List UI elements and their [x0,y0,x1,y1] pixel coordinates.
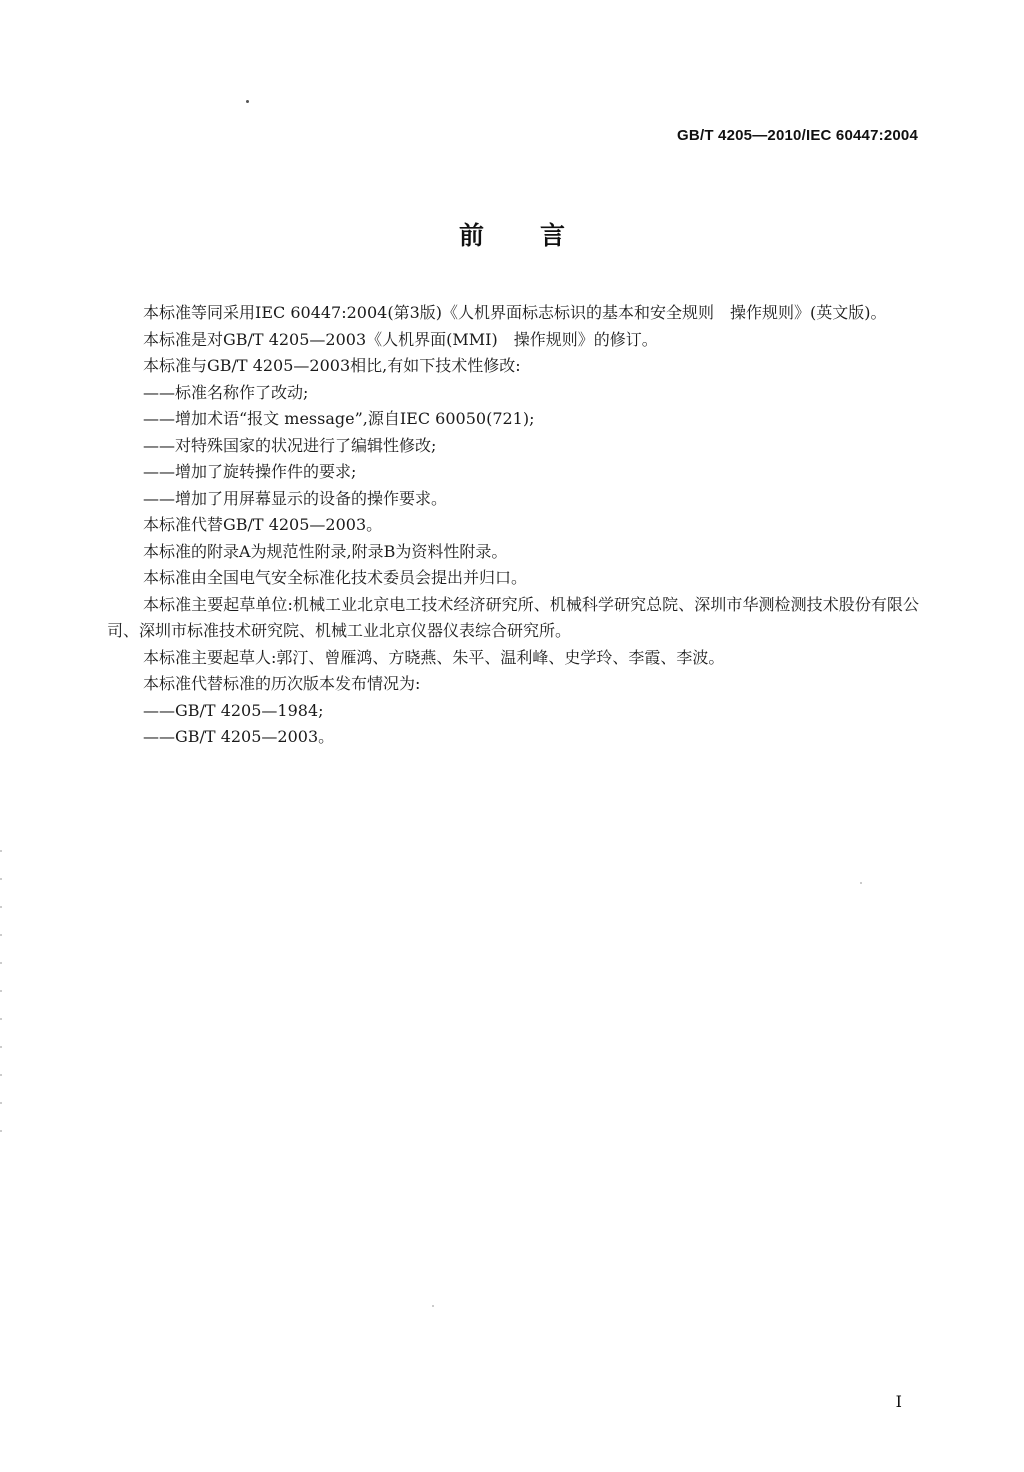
change-item: ——增加了旋转操作件的要求; [143,462,357,481]
paragraph-changes-intro: 本标准与GB/T 4205—2003相比,有如下技术性修改: [143,356,521,375]
paragraph-drafting-units: 本标准主要起草单位:机械工业北京电工技术经济研究所、机械科学研究总院、深圳市华测检测技术股份有限公司、深圳市标准技术研究院、机械工业北京仪器仪表综合研究所。 [107,594,919,640]
paragraph-revision: 本标准是对GB/T 4205—2003《人机界面(MMI) 操作规则》的修订。 [143,329,658,349]
standard-number-header: GB/T 4205—2010/IEC 60447:2004 [677,127,918,144]
scan-speck [432,1305,434,1307]
page-title: 前言 [458,221,621,250]
paragraph-drafters: 本标准主要起草人:郭汀、曾雁鸿、方晓燕、朱平、温利峰、史学玲、李霞、李波。 [143,647,725,667]
paragraph-adoption: 本标准等同采用IEC 60447:2004(第3版)《人机界面标志标识的基本和安全规则 操作规则》(英文版)。 [143,303,887,322]
change-item: ——增加术语“报文 message”,源自IEC 60050(721); [143,409,535,428]
history-item: ——GB/T 4205—1984; [143,700,324,720]
foreword-body [107,300,919,751]
change-item: ——标准名称作了改动; [143,382,309,402]
paragraph-history-intro: 本标准代替标准的历次版本发布情况为: [143,674,421,693]
history-item: ——GB/T 4205—2003。 [143,727,335,746]
paragraph-annexes: 本标准的附录A为规范性附录,附录B为资料性附录。 [143,541,508,561]
change-item: ——对特殊国家的状况进行了编辑性修改; [143,435,437,455]
change-item: ——增加了用屏幕显示的设备的操作要求。 [143,488,448,508]
paragraph-replaces: 本标准代替GB/T 4205—2003。 [143,515,383,534]
page-number: I [895,1392,902,1411]
scan-speck [246,100,249,103]
scan-speck [860,882,862,884]
scan-edge-marks [0,850,2,1150]
paragraph-proposer: 本标准由全国电气安全标准化技术委员会提出并归口。 [143,568,528,587]
